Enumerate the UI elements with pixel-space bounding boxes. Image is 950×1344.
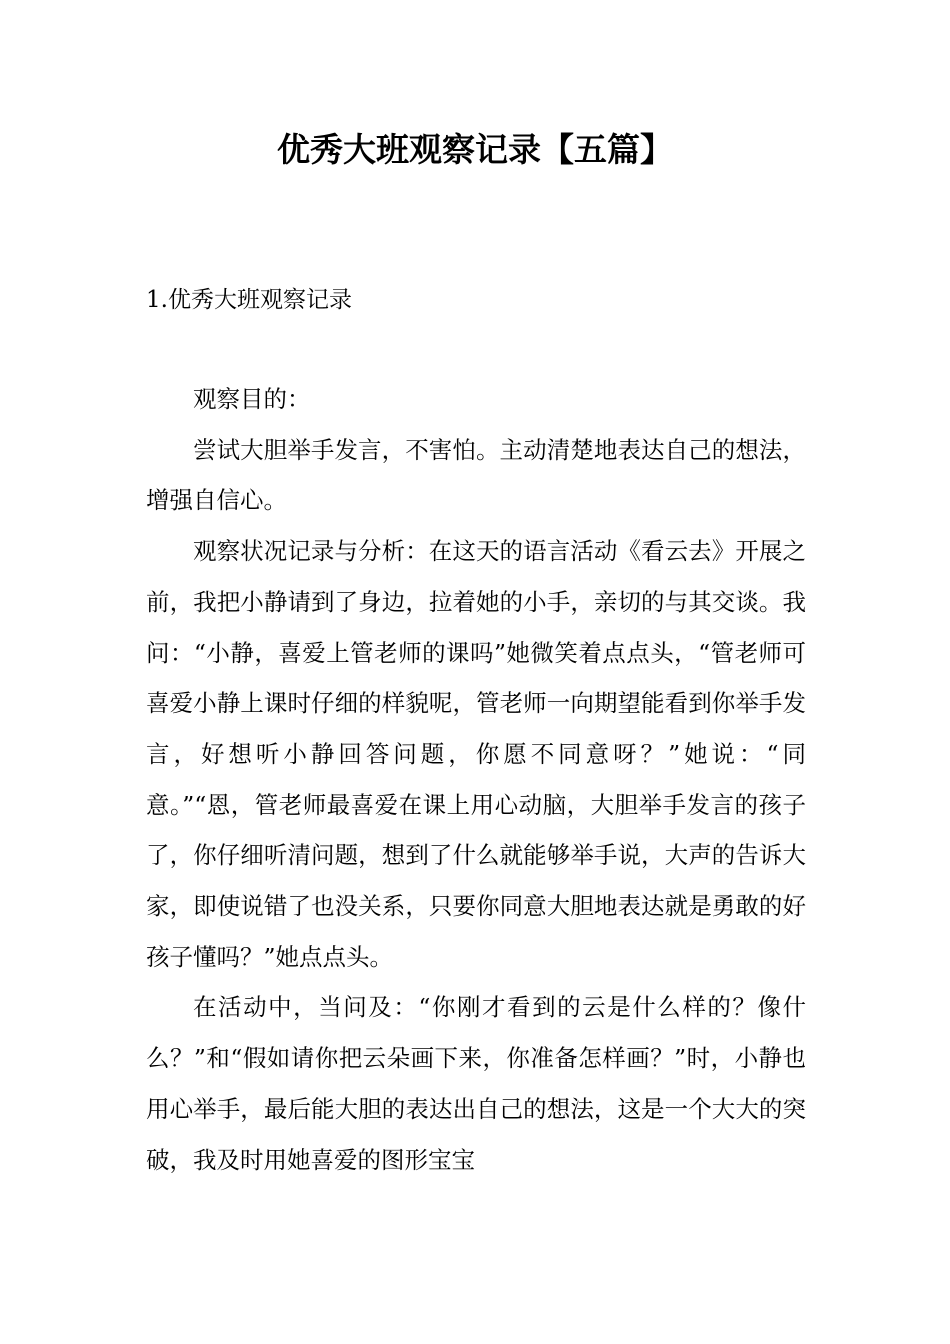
paragraph-observation-analysis: 观察状况记录与分析：在这天的语言活动《看云去》开展之前，我把小静请到了身边，拉着她的小手，亲切的与其交谈。我问：“小静，喜爱上管老师的课吗”她微笑着点点头，“管老师可喜爱小静上课时仔细的样貌呢，管老师一向期望能看到你举手发言，好想听小静回答问题，你愿不同意呀？”她说：“同意。”“恩，管老师最喜爱在课上用心动脑，大胆举手发言的孩子了，你仔细听清问题，想到了什么就能够举手说，大声的告诉大家，即使说错了也没关系，只要你同意大胆地表达就是勇敢的好孩子懂吗？”她点点头。 [146,537,806,971]
paragraph-purpose-text: 尝试大胆举手发言，不害怕。主动清楚地表达自己的想法，增强自信心。 [146,435,806,515]
document-title: 优秀大班观察记录【五篇】 [277,130,673,169]
paragraph-purpose-label: 观察目的： [193,385,311,413]
paragraph-activity: 在活动中，当问及：“你刚才看到的云是什么样的？像什么？”和“假如请你把云朵画下来，你准备怎样画？”时，小静也用心举手，最后能大胆的表达出自己的想法，这是一个大大的突破，我及时用她喜爱的图形宝宝 [146,993,806,1174]
document-body [146,374,806,1185]
section-heading: 1.优秀大班观察记录 [146,287,352,313]
